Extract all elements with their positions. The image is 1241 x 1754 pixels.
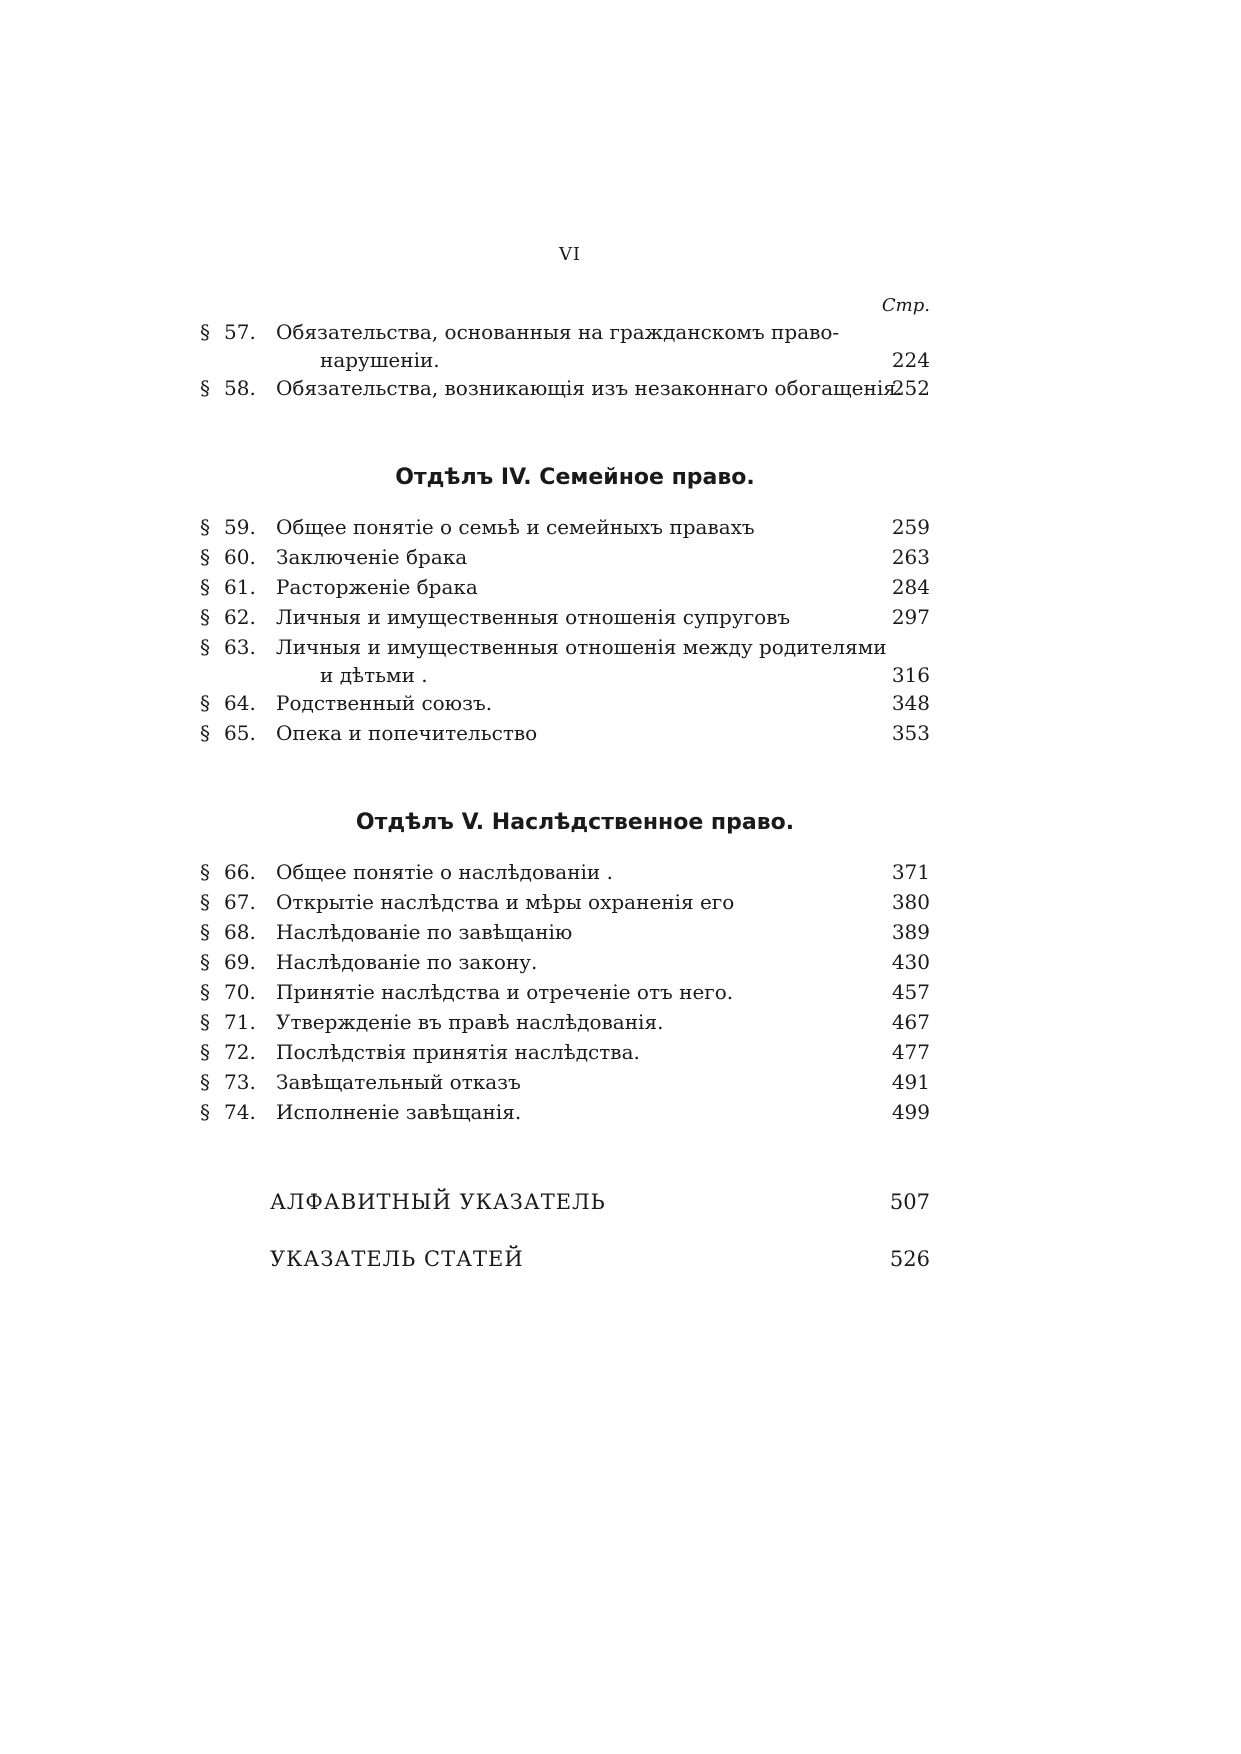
section-sign: § [200, 376, 210, 400]
toc-entry-65 [0, 721, 1241, 751]
toc-entry-page: 477 [891, 1040, 930, 1064]
toc-entry-61 [0, 575, 1241, 605]
toc-entry-73 [0, 1070, 1241, 1100]
section-sign: § [200, 721, 210, 745]
toc-entry-title: Общее понятіе о наслѣдованіи . [276, 860, 613, 884]
toc-entry-page: 316 [891, 663, 930, 687]
toc-entry-number: 70. [224, 980, 256, 1004]
toc-entry-69 [0, 950, 1241, 980]
toc-entry-page: 348 [891, 691, 930, 715]
toc-entry-title: Расторженіе брака [276, 575, 478, 599]
toc-entry-62 [0, 605, 1241, 635]
section-sign: § [200, 545, 210, 569]
index-page: 526 [889, 1247, 930, 1271]
section-sign: § [200, 1040, 210, 1064]
toc-entry-page: 457 [891, 980, 930, 1004]
toc-entry-number: 58. [224, 376, 256, 400]
toc-entry-page: 389 [891, 920, 930, 944]
toc-entry-title: Послѣдствія принятія наслѣдства. [276, 1040, 640, 1064]
toc-entry-page: 380 [891, 890, 930, 914]
toc-entry-number: 68. [224, 920, 256, 944]
index-alphabetical [0, 1190, 1241, 1222]
section-heading-v: Отдѣлъ V. Наслѣдственное право. [355, 810, 795, 835]
section-sign: § [200, 605, 210, 629]
section-sign: § [200, 950, 210, 974]
toc-entry-60 [0, 545, 1241, 575]
toc-entry-57 [0, 320, 1241, 376]
index-page: 507 [889, 1190, 930, 1214]
section-sign: § [200, 320, 210, 344]
toc-entry-number: 59. [224, 515, 256, 539]
section-sign: § [200, 1010, 210, 1034]
toc-entry-68 [0, 920, 1241, 950]
toc-entry-number: 61. [224, 575, 256, 599]
toc-entry-title: Исполненіе завѣщанія. [276, 1100, 522, 1124]
toc-entry-title: Завѣщательный отказъ [276, 1070, 521, 1094]
section-sign: § [200, 575, 210, 599]
section-sign: § [200, 691, 210, 715]
section-sign: § [200, 1070, 210, 1094]
toc-entry-page: 263 [891, 545, 930, 569]
toc-entry-66 [0, 860, 1241, 890]
toc-entry-title: Заключеніе брака [276, 545, 468, 569]
toc-entry-title: Обязательства, основанныя на гражданскомъ право- [276, 320, 840, 344]
toc-entry-page: 467 [891, 1010, 930, 1034]
toc-entry-67 [0, 890, 1241, 920]
toc-entry-number: 65. [224, 721, 256, 745]
toc-entry-number: 62. [224, 605, 256, 629]
toc-entry-page: 499 [891, 1100, 930, 1124]
toc-entry-58 [0, 376, 1241, 406]
section-sign: § [200, 920, 210, 944]
toc-entry-page: 353 [891, 721, 930, 745]
toc-section-iv [0, 515, 1241, 751]
toc-entry-title: Утвержденіе въ правѣ наслѣдованія. [276, 1010, 664, 1034]
toc-entry-title: Опека и попечительство [276, 721, 538, 745]
toc-entry-74 [0, 1100, 1241, 1130]
toc-entry-title: Наслѣдованіе по закону. [276, 950, 538, 974]
toc-entry-64 [0, 691, 1241, 721]
toc-entry-title: Личныя и имущественныя отношенія между родителями [276, 635, 887, 659]
toc-top-entries [0, 320, 1241, 406]
page-number: VI [558, 244, 582, 265]
toc-entry-59 [0, 515, 1241, 545]
section-sign: § [200, 515, 210, 539]
index-title: АЛФАВИТНЫЙ УКАЗАТЕЛЬ [270, 1190, 606, 1214]
toc-entry-number: 66. [224, 860, 256, 884]
toc-entry-63 [0, 635, 1241, 691]
toc-entry-number: 73. [224, 1070, 256, 1094]
toc-entry-number: 57. [224, 320, 256, 344]
toc-entry-page: 284 [891, 575, 930, 599]
toc-entry-number: 63. [224, 635, 256, 659]
toc-entry-title: Личныя и имущественныя отношенія супруговъ [276, 605, 791, 629]
toc-entry-number: 67. [224, 890, 256, 914]
index-title: УКАЗАТЕЛЬ СТАТЕЙ [270, 1247, 524, 1271]
toc-entry-title-continued: и дѣтьми . [320, 663, 428, 687]
toc-entry-page: 259 [891, 515, 930, 539]
section-sign: § [200, 1100, 210, 1124]
toc-entry-title: Общее понятіе о семьѣ и семейныхъ правахъ [276, 515, 755, 539]
toc-entry-number: 64. [224, 691, 256, 715]
toc-entry-page: 297 [891, 605, 930, 629]
toc-entry-page: 224 [891, 348, 930, 372]
toc-entry-page: 371 [891, 860, 930, 884]
section-sign: § [200, 890, 210, 914]
index-articles [0, 1247, 1241, 1279]
section-sign: § [200, 635, 210, 659]
section-sign: § [200, 980, 210, 1004]
toc-entry-title: Наслѣдованіе по завѣщанію [276, 920, 573, 944]
toc-entry-title: Обязательства, возникающія изъ незаконнаго обогащенія. [276, 376, 903, 400]
section-heading-iv: Отдѣлъ IV. Семейное право. [395, 465, 755, 490]
toc-entry-70 [0, 980, 1241, 1010]
toc-entry-title-continued: нарушеніи. [320, 348, 440, 372]
toc-entry-title: Родственный союзъ. [276, 691, 493, 715]
toc-entry-71 [0, 1010, 1241, 1040]
page-column-label: Стр. [881, 295, 930, 316]
toc-entry-title: Принятіе наслѣдства и отреченіе отъ него. [276, 980, 734, 1004]
toc-entry-page: 491 [891, 1070, 930, 1094]
toc-entry-number: 69. [224, 950, 256, 974]
toc-entry-page: 252 [891, 376, 930, 400]
toc-entry-number: 74. [224, 1100, 256, 1124]
toc-entry-page: 430 [891, 950, 930, 974]
toc-section-v [0, 860, 1241, 1130]
toc-entry-title: Открытіе наслѣдства и мѣры охраненія его [276, 890, 735, 914]
toc-entry-number: 60. [224, 545, 256, 569]
toc-entry-number: 72. [224, 1040, 256, 1064]
section-sign: § [200, 860, 210, 884]
toc-entry-72 [0, 1040, 1241, 1070]
toc-entry-number: 71. [224, 1010, 256, 1034]
